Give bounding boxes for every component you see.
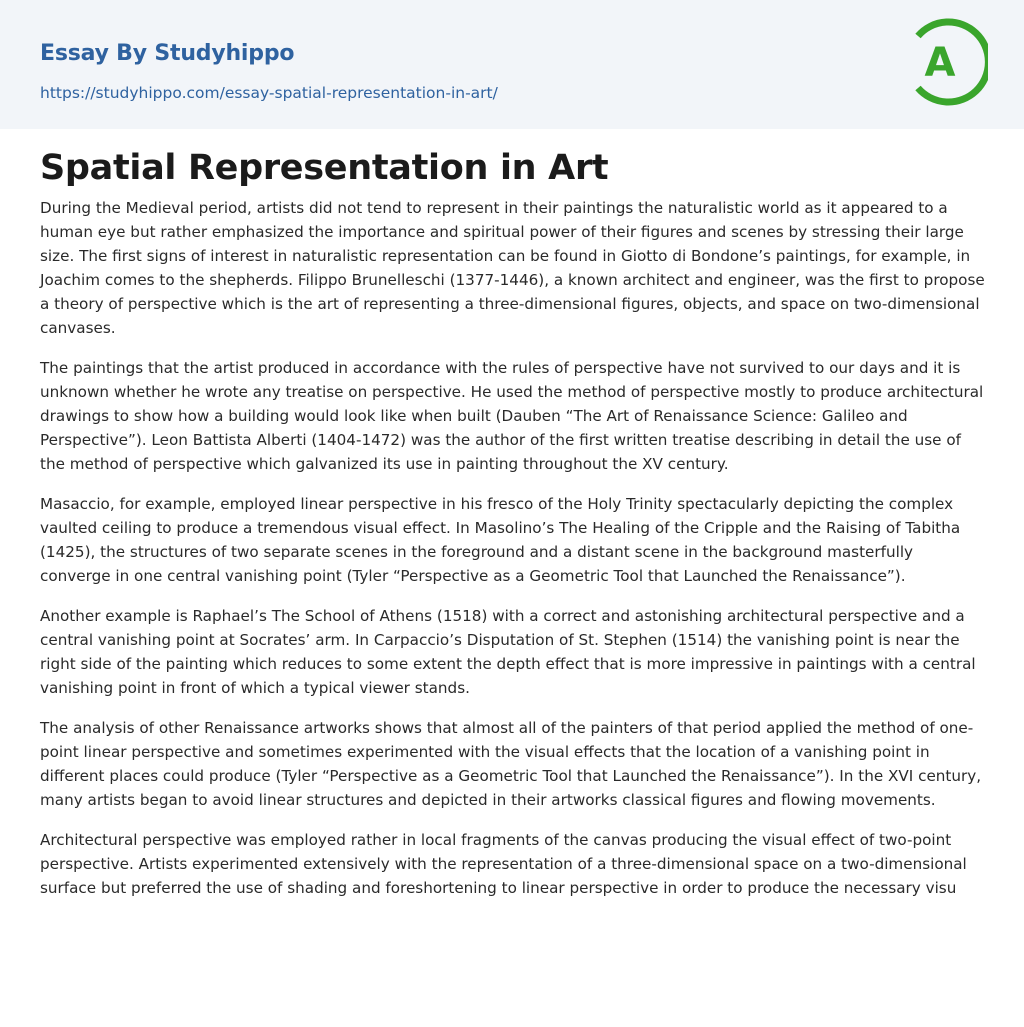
paragraph: Masaccio, for example, employed linear perspective in his fresco of the Holy Trinity spectacularly depicting the complex vaulted ceiling to produce a tremendous visual effect. In Masolino’s The Healing of the Cripple and the Raising of Tabitha (1425), the structures of two separate scenes in the foreground and a distant scene in the background masterfully converge in one central vanishing point (Tyler “Perspective as a Geometric Tool that Launched the Renaissance”).: [40, 495, 961, 585]
paragraph: During the Medieval period, artists did not tend to represent in their paintings the naturalistic world as it appeared to a human eye but rather emphasized the importance and spiritual power of their figures and scenes by stressing their large size. The first signs of interest in naturalistic representation can be found in Giotto di Bondone’s paintings, for example, in Joachim comes to the shepherds. Filippo Brunelleschi (1377-1446), a known architect and engineer, was the first to propose a theory of perspective which is the art of representing a three-dimensional figures, objects, and space on two-dimensional canvases.: [40, 199, 985, 337]
article-body: [40, 196, 986, 900]
page-title: Spatial Representation in Art: [40, 148, 609, 188]
paragraph: Architectural perspective was employed rather in local fragments of the canvas producing the visual effect of two-point perspective. Artists experimented extensively with the representation of a three-dimensional space on a two-dimensional surface but preferred the use of shading and foreshortening to linear perspective in order to produce the necessary visu: [40, 831, 967, 897]
paragraph: The analysis of other Renaissance artworks shows that almost all of the painters of that period applied the method of one-point linear perspective and sometimes experimented with the visual effects that the location of a vanishing point in different places could produce (Tyler “Perspective as a Geometric Tool that Launched the Renaissance”). In the XVI century, many artists began to avoid linear structures and depicted in their artworks classical figures and flowing movements.: [40, 719, 982, 809]
article: [40, 145, 986, 916]
paragraph: Another example is Raphael’s The School of Athens (1518) with a correct and astonishing architectural perspective and a central vanishing point at Socrates’ arm. In Carpaccio’s Disputation of St. Stephen (1514) the vanishing point is near the right side of the painting which reduces to some extent the depth effect that is more impressive in paintings with a central vanishing point in front of which a typical viewer stands.: [40, 607, 976, 697]
page-url-link[interactable]: https://studyhippo.com/essay-spatial-representation-in-art/: [40, 84, 498, 102]
site-header: [0, 0, 1024, 129]
paragraph: The paintings that the artist produced in accordance with the rules of perspective have not survived to our days and it is unknown whether he wrote any treatise on perspective. He used the method of perspective mostly to produce architectural drawings to show how a building would look like when built (Dauben “The Art of Renaissance Science: Galileo and Perspective”). Leon Battista Alberti (1404-1472) was the author of the first written treatise describing in detail the use of the method of perspective which galvanized its use in painting throughout the XV century.: [40, 359, 984, 473]
brand-title[interactable]: Essay By Studyhippo: [40, 41, 295, 66]
logo-letter: A: [924, 40, 956, 86]
circle-a-logo-icon[interactable]: [910, 18, 988, 106]
